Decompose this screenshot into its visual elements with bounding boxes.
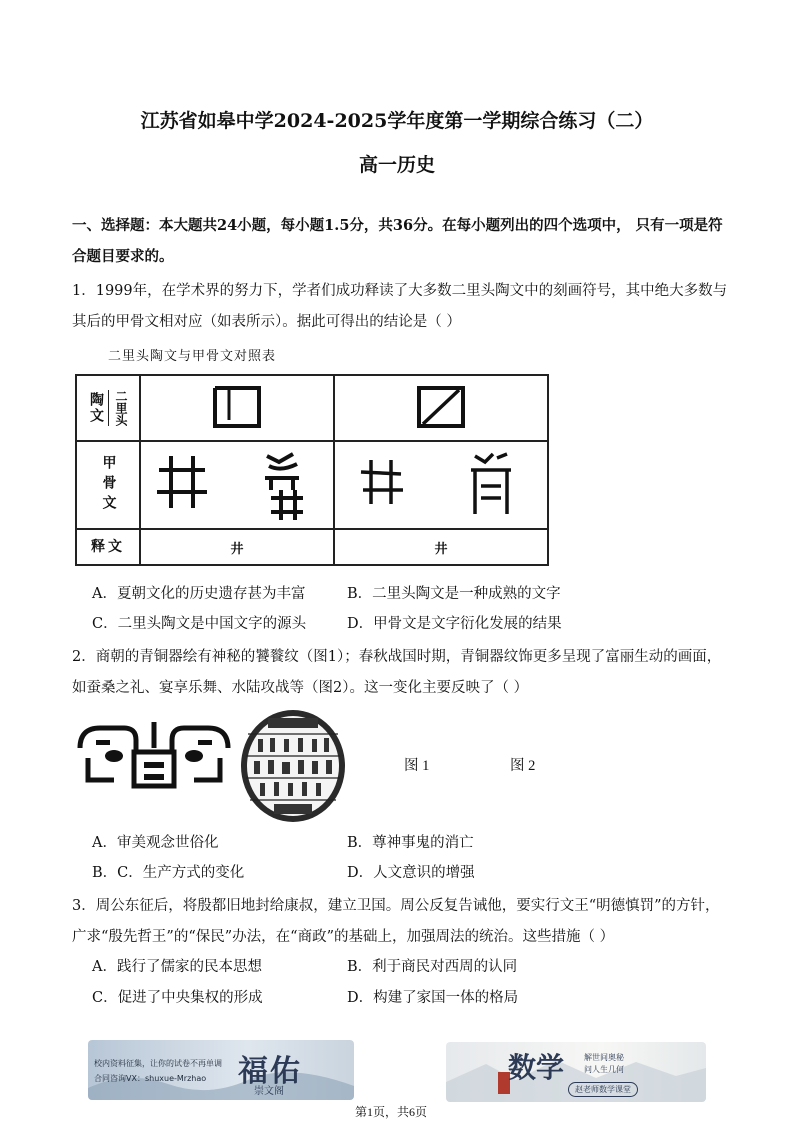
page-number: 第1页，共6页 — [355, 1105, 428, 1119]
row-label-pottery: 陶文 — [88, 392, 104, 424]
oracle-glyphs-1 — [140, 441, 334, 529]
left-banner-line1: 校内资料征集，让你的试卷不再单调 — [94, 1059, 222, 1068]
q1-option-c[interactable]: C．二里头陶文是中国文字的源头 — [92, 616, 307, 632]
q1-option-b[interactable]: B．二里头陶文是一种成熟的文字 — [347, 586, 561, 602]
right-banner-line1: 解世间奥秘 — [584, 1053, 624, 1062]
right-ad-banner[interactable] — [446, 1042, 706, 1102]
figure-1-taotie — [74, 718, 234, 800]
right-banner-logo-text: 数学 — [508, 1051, 565, 1084]
figure-1-label: 图 1 — [404, 758, 430, 774]
row-label-erlitou: 二里头 — [108, 390, 129, 426]
pottery-glyph-2 — [334, 375, 548, 441]
left-banner-logo-text: 福佑 — [238, 1054, 302, 1089]
right-banner-tag: 赵老师数学课堂 — [568, 1082, 638, 1097]
interpretation-2: 井 — [334, 529, 548, 565]
q1-option-a[interactable]: A．夏朝文化的历史遗存甚为丰富 — [92, 586, 306, 602]
left-ad-banner[interactable] — [88, 1040, 354, 1100]
q3-option-b[interactable]: B．利于商民对西周的认同 — [347, 959, 518, 975]
q3-option-c[interactable]: C．促进了中央集权的形成 — [92, 990, 263, 1006]
row-label-interpretation: 释文 — [91, 538, 125, 555]
q1-option-d[interactable]: D．甲骨文是文字衍化发展的结果 — [347, 616, 562, 632]
q2-option-a[interactable]: A．审美观念世俗化 — [92, 835, 219, 851]
row-label-oracle: 甲骨文 — [100, 455, 117, 515]
q3-option-a[interactable]: A．践行了儒家的民本思想 — [92, 959, 262, 975]
q2-option-c[interactable]: B．C．生产方式的变化 — [92, 865, 245, 881]
question-1-stem: 1．1999年，在学术界的努力下，学者们成功释读了大多数二里头陶文中的刻画符号，其中绝大多数与其后的甲骨文相对应（如表所示）。据此可得出的结论是（ ） — [72, 283, 728, 330]
figure-2-bronze-vessel — [238, 704, 348, 828]
section-heading: 一、选择题：本大题共24小题，每小题1.5分，共36分。在每小题列出的四个选项中， 只有一项是符合题目要求的。 — [72, 217, 723, 265]
q2-option-d[interactable]: D．人文意识的增强 — [347, 865, 475, 881]
left-banner-line2: 合同咨询VX：shuxue-Mrzhao — [94, 1074, 207, 1083]
q3-option-d[interactable]: D．构建了家国一体的格局 — [347, 990, 519, 1006]
figure-2-label: 图 2 — [510, 758, 536, 774]
left-banner-sub: 崇文阁 — [254, 1086, 284, 1097]
document-subtitle: 高一历史 — [358, 154, 435, 176]
document-title: 江苏省如皋中学2024-2025学年度第一学期综合练习（二） — [140, 110, 654, 132]
table-caption: 二里头陶文与甲骨文对照表 — [108, 349, 277, 364]
q2-option-b[interactable]: B．尊神事鬼的消亡 — [347, 835, 474, 851]
question-3-stem: 3．周公东征后，将殷都旧地封给康叔，建立卫国。周公反复告诫他，要实行文王“明德慎罚”的方针，广求“殷先哲王”的“保民”办法，在“商政”的基础上，加强周法的统治。这些措施（ ） — [72, 898, 720, 945]
interpretation-1: 井 — [140, 529, 334, 565]
comparison-table — [75, 374, 549, 566]
oracle-glyphs-2 — [334, 441, 548, 529]
right-banner-line2: 问人生几何 — [584, 1065, 624, 1074]
pottery-glyph-1 — [140, 375, 334, 441]
question-2-stem: 2．商朝的青铜器绘有神秘的饕餮纹（图1）；春秋战国时期，青铜器纹饰更多呈现了富丽生动的画面，如蚕桑之礼、宴享乐舞、水陆攻战等（图2）。这一变化主要反映了（ ） — [72, 649, 722, 696]
